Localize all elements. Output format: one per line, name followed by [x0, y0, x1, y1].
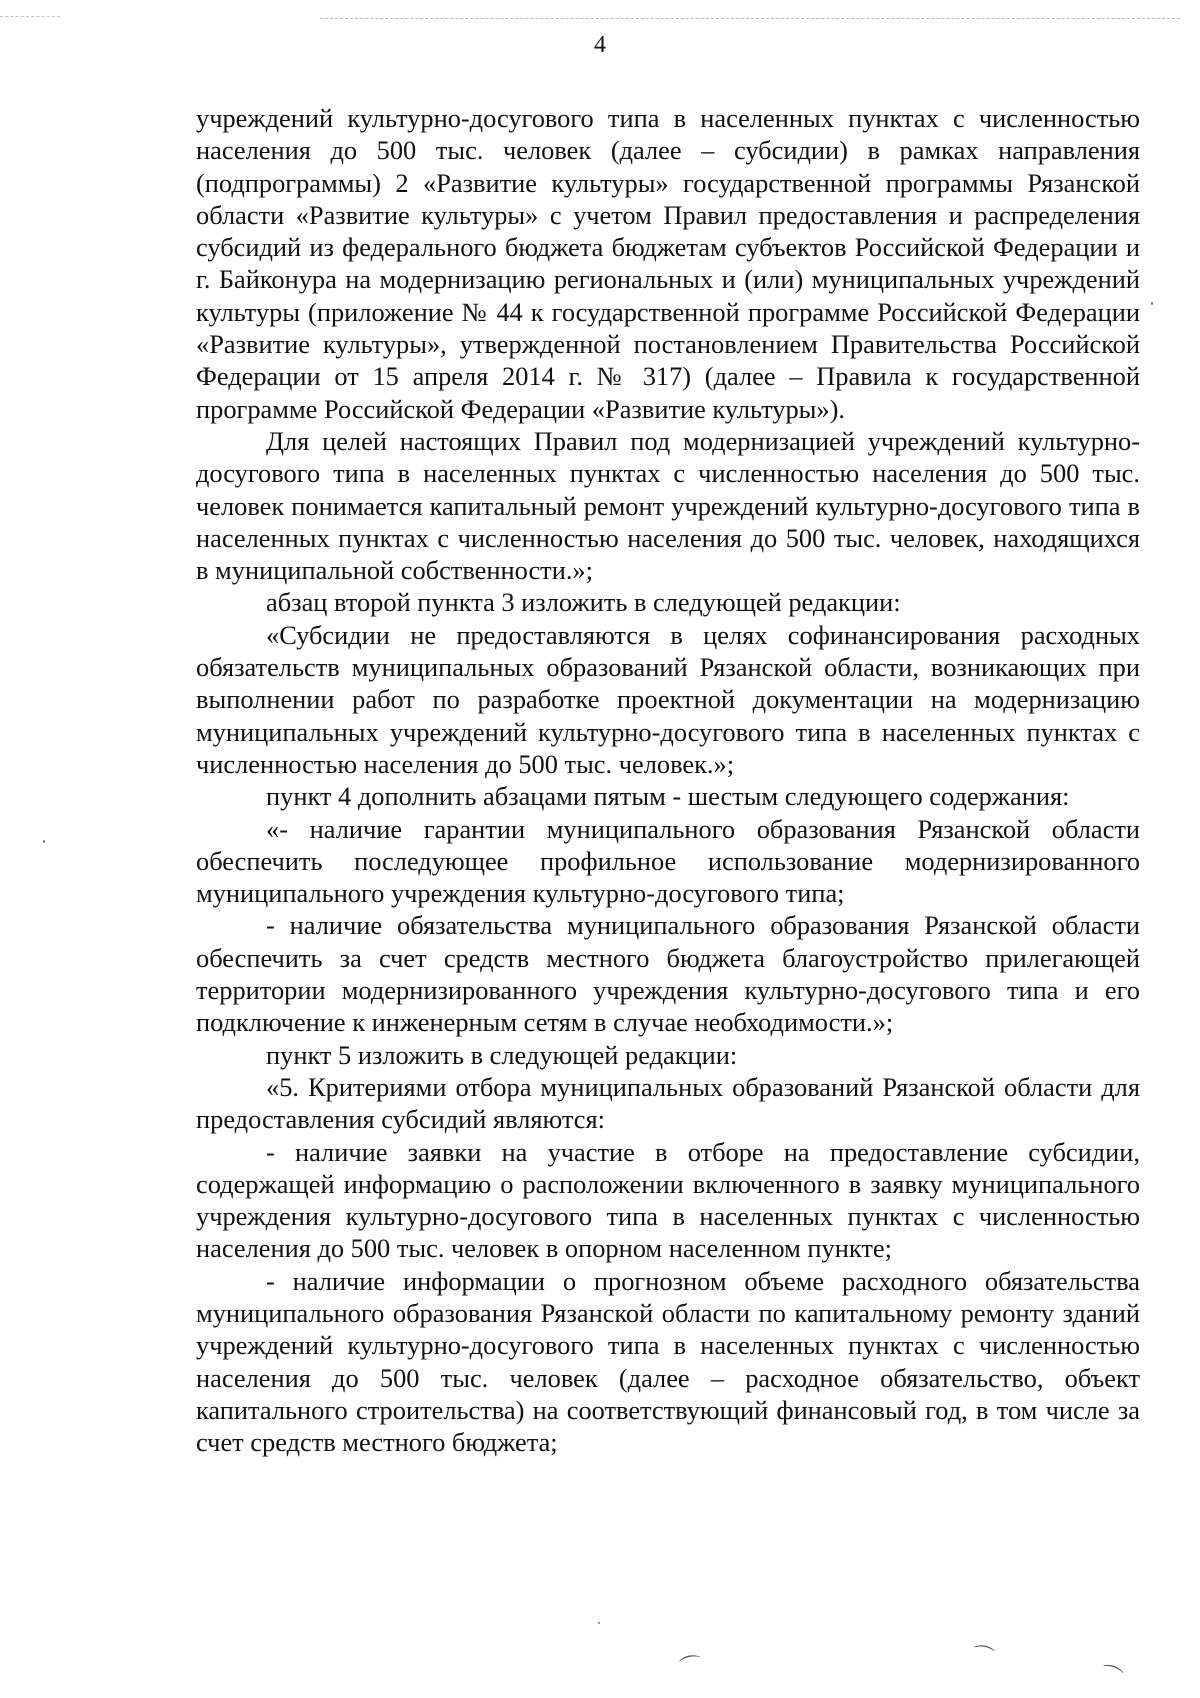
- scan-speck: [1151, 302, 1153, 305]
- paragraph: - наличие обязательства муниципального образования Рязанской области обеспечить за счет средств местного бюджета благоустройство прилегающей территории модернизированного учреждения культурно-досугового типа и его подключение к инженерным сетям в случае необходимости.»;: [196, 910, 1140, 1038]
- paragraph: пункт 4 дополнить абзацами пятым - шестым следующего содержания:: [266, 781, 1070, 812]
- paragraph: учреждений культурно-досугового типа в населенных пунктах с численностью населения до 500 тыс. человек (далее – субсидии) в рамках направления (подпрограммы) 2 «Развитие культуры» государственной программы Рязанской области «Развитие культуры» с учетом Правил предоставления и распределения субсидий из федерального бюджета бюджетам субъектов Российской Федерации и г. Байконура на модернизацию региональных и (или) муниципальных учреждений культуры (приложение № 44 к государственной программе Российской Федерации «Развитие культуры», утвержденной постановлением Правительства Российской Федерации от 15 апреля 2014 г. № 317) (далее – Правила к государственной программе Российской Федерации «Развитие культуры»).: [196, 103, 1140, 424]
- scan-edge-line: [320, 18, 1180, 19]
- paragraph: - наличие заявки на участие в отборе на предоставление субсидии, содержащей информацию о расположении включенного в заявку муниципального учреждения культурно-досугового типа в населенных пунктах с численностью населения до 500 тыс. человек в опорном населенном пункте;: [196, 1136, 1140, 1264]
- paragraph: пункт 5 изложить в следующей редакции:: [266, 1039, 738, 1070]
- paragraph: - наличие информации о прогнозном объеме расходного обязательства муниципального образования Рязанской области по капитальному ремонту зданий учреждений культурно-досугового типа в населенных пунктах с численностью населения до 500 тыс. человек (далее – расходное обязательство, объект капитального строительства) на соответствующий финансовый год, в том числе за счет средств местного бюджета;: [196, 1265, 1140, 1458]
- page-number: 4: [594, 32, 606, 58]
- scan-edge-mark: [0, 16, 60, 17]
- paragraph: абзац второй пункта 3 изложить в следующей редакции:: [266, 587, 901, 618]
- scan-speck: [598, 1622, 600, 1624]
- paragraph: «5. Критериями отбора муниципальных образований Рязанской области для предоставления субсидий являются:: [196, 1071, 1140, 1135]
- document-body: [196, 102, 1140, 1458]
- scan-mark: ⌒: [678, 1652, 705, 1682]
- scan-speck: [43, 840, 45, 843]
- scan-mark: ⌒: [1095, 1661, 1125, 1693]
- scan-mark: ⌒: [969, 1643, 996, 1672]
- paragraph: «- наличие гарантии муниципального образования Рязанской области обеспечить последующее профильное использование модернизированного муниципального учреждения культурно-досугового типа;: [196, 813, 1140, 909]
- paragraph: Для целей настоящих Правил под модернизацией учреждений культурно-досугового типа в населенных пунктах с численностью населения до 500 тыс. человек понимается капитальный ремонт учреждений культурно-досугового типа в населенных пунктах с численностью населения до 500 тыс. человек, находящихся в муниципальной собственности.»;: [196, 425, 1140, 586]
- paragraph: «Субсидии не предоставляются в целях софинансирования расходных обязательств муниципальных образований Рязанской области, возникающих при выполнении работ по разработке проектной документации на модернизацию муниципальных учреждений культурно-досугового типа в населенных пунктах с численностью населения до 500 тыс. человек.»;: [196, 619, 1140, 779]
